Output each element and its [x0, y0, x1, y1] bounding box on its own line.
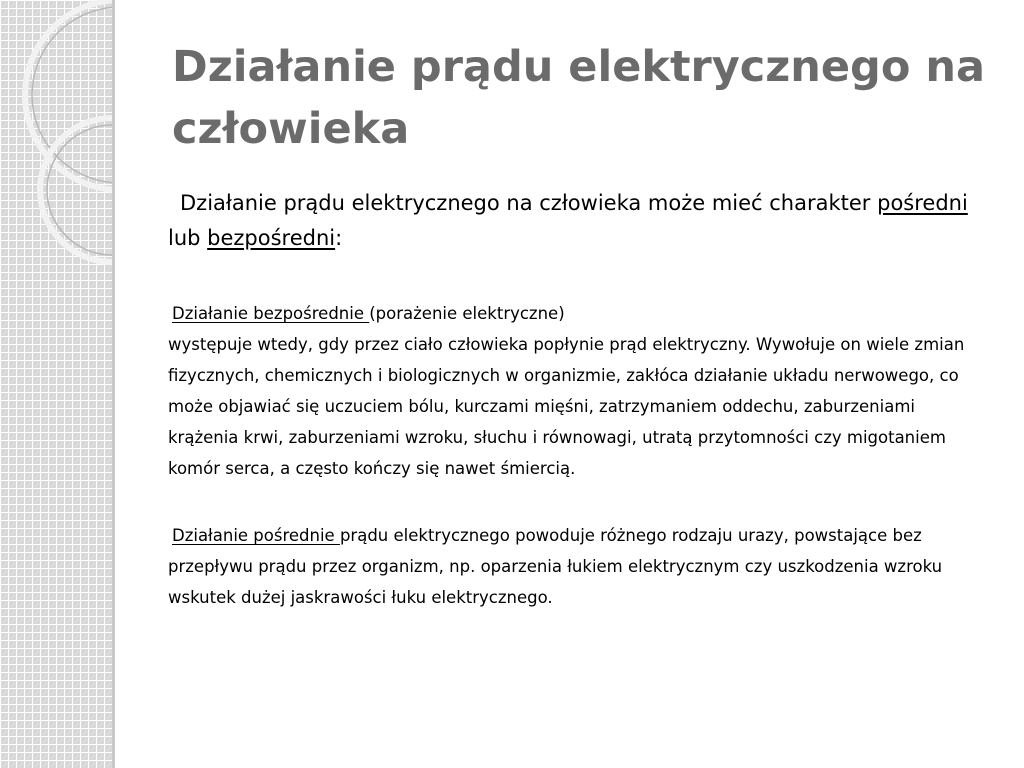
- intro-conjunction: lub: [168, 226, 208, 250]
- direct-action-paragraph: [168, 298, 968, 484]
- direct-action-heading: Działanie bezpośrednie: [172, 304, 370, 323]
- intro-colon: :: [335, 226, 343, 250]
- decorative-sidebar: [0, 0, 115, 768]
- direct-action-subtitle: (porażenie elektryczne): [369, 304, 565, 323]
- slide-title: Działanie prądu elektrycznego na człowieka: [172, 42, 985, 154]
- slide-content: [168, 186, 968, 649]
- term-direct: bezpośredni: [207, 226, 336, 250]
- indirect-action-body: prądu elektrycznego powoduje różnego rodzaju urazy, powstające bez przepływu prądu przez organizm, np. oparzenia łukiem elektrycznym czy uszkodzenia wzroku wskutek dużej jaskrawości łuku elektrycznego.: [168, 526, 943, 607]
- term-indirect: pośredni: [877, 191, 968, 215]
- indirect-action-paragraph: [168, 520, 968, 613]
- direct-action-body: występuje wtedy, gdy przez ciało człowieka popłynie prąd elektryczny. Wywołuje on wiele zmian fizycznych, chemicznych i biologicznych w organizmie, zakłóca działanie układu nerwowego, co może objawiać się uczuciem bólu, kurczami mięśni, zatrzymaniem oddechu, zaburzeniami krążenia krwi, zaburzeniami wzroku, słuchu i równowagi, utratą przytomności czy migotaniem komór serca, a często kończy się nawet śmiercią.: [168, 335, 965, 478]
- decorative-circles: [0, 0, 112, 768]
- intro-text: Działanie prądu elektrycznego na człowieka może mieć charakter: [180, 191, 878, 215]
- intro-paragraph: [168, 186, 968, 256]
- indirect-action-heading: Działanie pośrednie: [172, 526, 340, 545]
